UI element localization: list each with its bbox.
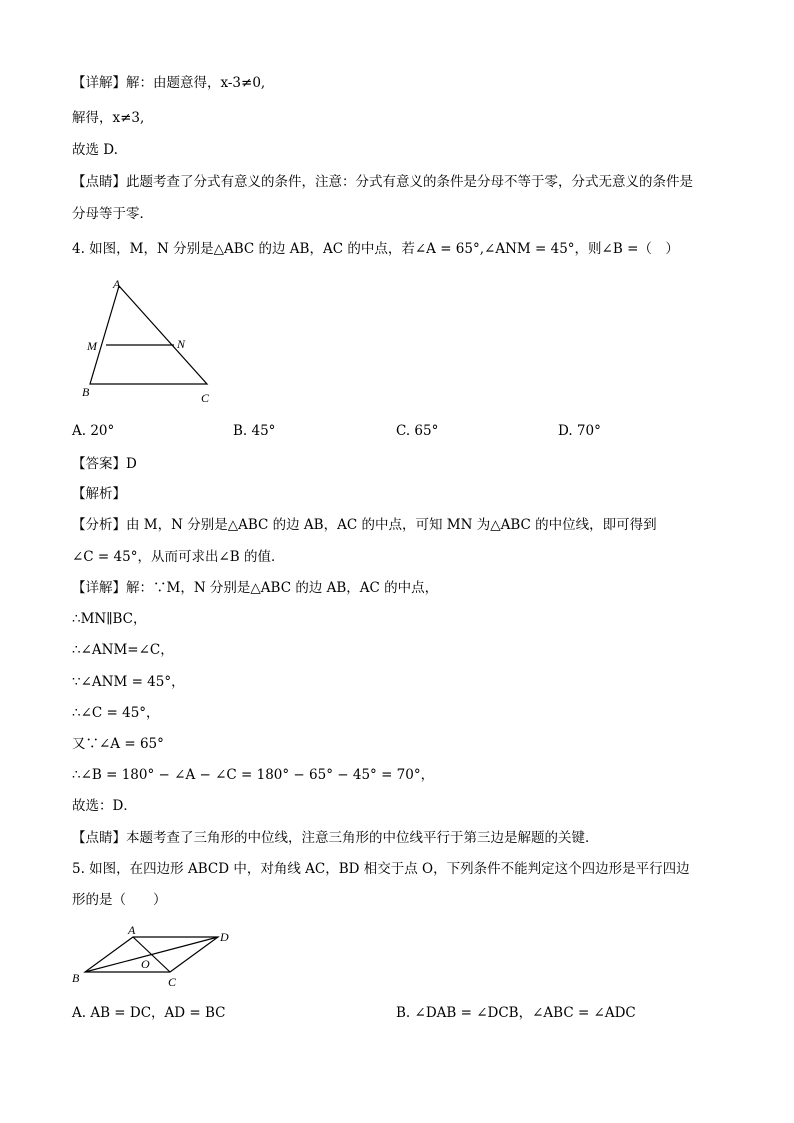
triangle-abc — [90, 286, 207, 384]
solution-line-4: ∵∠ANM = 45°， — [72, 674, 185, 690]
diagonal-bd — [85, 937, 218, 972]
analysis-heading: 【解析】 — [72, 486, 126, 502]
solution-line-3: ∴∠ANM=∠C， — [72, 642, 174, 658]
analysis-line-1: 【分析】由 M，N 分别是△ABC 的边 AB，AC 的中点，可知 MN 为△ABC 的中位线，即可得到 — [72, 517, 657, 533]
label-m: M — [87, 339, 97, 353]
comment-line-1: 【点睛】此题考查了分式有意义的条件，注意：分式有意义的条件是分母不等于零，分式无意义的条件是 — [72, 174, 693, 190]
q4-option-c: C. 65° — [396, 423, 439, 439]
figure-quadrilateral-abcd — [68, 922, 248, 994]
analysis-line-2: ∠C = 45°，从而可求出∠B 的值． — [72, 549, 285, 565]
question-4: 4. 如图，M，N 分别是△ABC 的边 AB，AC 的中点，若∠A = 65°,∠ANM = 45°，则∠B =（ ） — [72, 241, 679, 257]
label-d: D — [220, 930, 229, 944]
question-5-line-2: 形的是（ ） — [72, 892, 167, 908]
label-c: C — [201, 391, 210, 405]
solution-line-5: ∴∠C = 45°， — [72, 705, 160, 721]
label-o: O — [141, 957, 150, 971]
detail-line-3: 故选 D. — [72, 142, 118, 158]
question-5-line-1: 5. 如图，在四边形 ABCD 中，对角线 AC，BD 相交于点 O，下列条件不能判定这个四边形是平行四边 — [72, 861, 690, 877]
comment-line-2: 分母等于零． — [72, 206, 153, 222]
label-a: A — [128, 923, 136, 937]
solution-line-7: ∴∠B = 180° − ∠A − ∠C = 180° − 65° − 45° = 70°， — [72, 767, 435, 783]
q5-option-a: A. AB = DC，AD = BC — [72, 1005, 226, 1021]
label-n: N — [177, 337, 186, 351]
label-c: C — [168, 975, 177, 989]
q4-option-d: D. 70° — [558, 423, 601, 439]
q4-option-b: B. 45° — [233, 423, 276, 439]
solution-line-6: 又∵∠A = 65° — [72, 736, 164, 752]
answer-line: 【答案】D — [72, 456, 137, 472]
detail-line-2: 解得，x≠3, — [72, 110, 145, 126]
comment-q4: 【点睛】本题考查了三角形的中位线，注意三角形的中位线平行于第三边是解题的关键． — [72, 830, 599, 846]
label-a: A — [113, 277, 121, 291]
solution-line-8: 故选：D． — [72, 798, 137, 814]
solution-line-2: ∴MN∥BC， — [72, 611, 147, 627]
detail-line-1: 【详解】解：由题意得，x-3≠0, — [72, 75, 266, 91]
label-b: B — [82, 385, 90, 399]
figure-triangle-abc — [80, 276, 220, 406]
solution-line-1: 【详解】解：∵M，N 分别是△ABC 的边 AB，AC 的中点， — [72, 580, 439, 596]
q4-option-a: A. 20° — [72, 423, 115, 439]
q5-option-b: B. ∠DAB = ∠DCB，∠ABC = ∠ADC — [396, 1005, 636, 1021]
label-b: B — [72, 971, 80, 985]
